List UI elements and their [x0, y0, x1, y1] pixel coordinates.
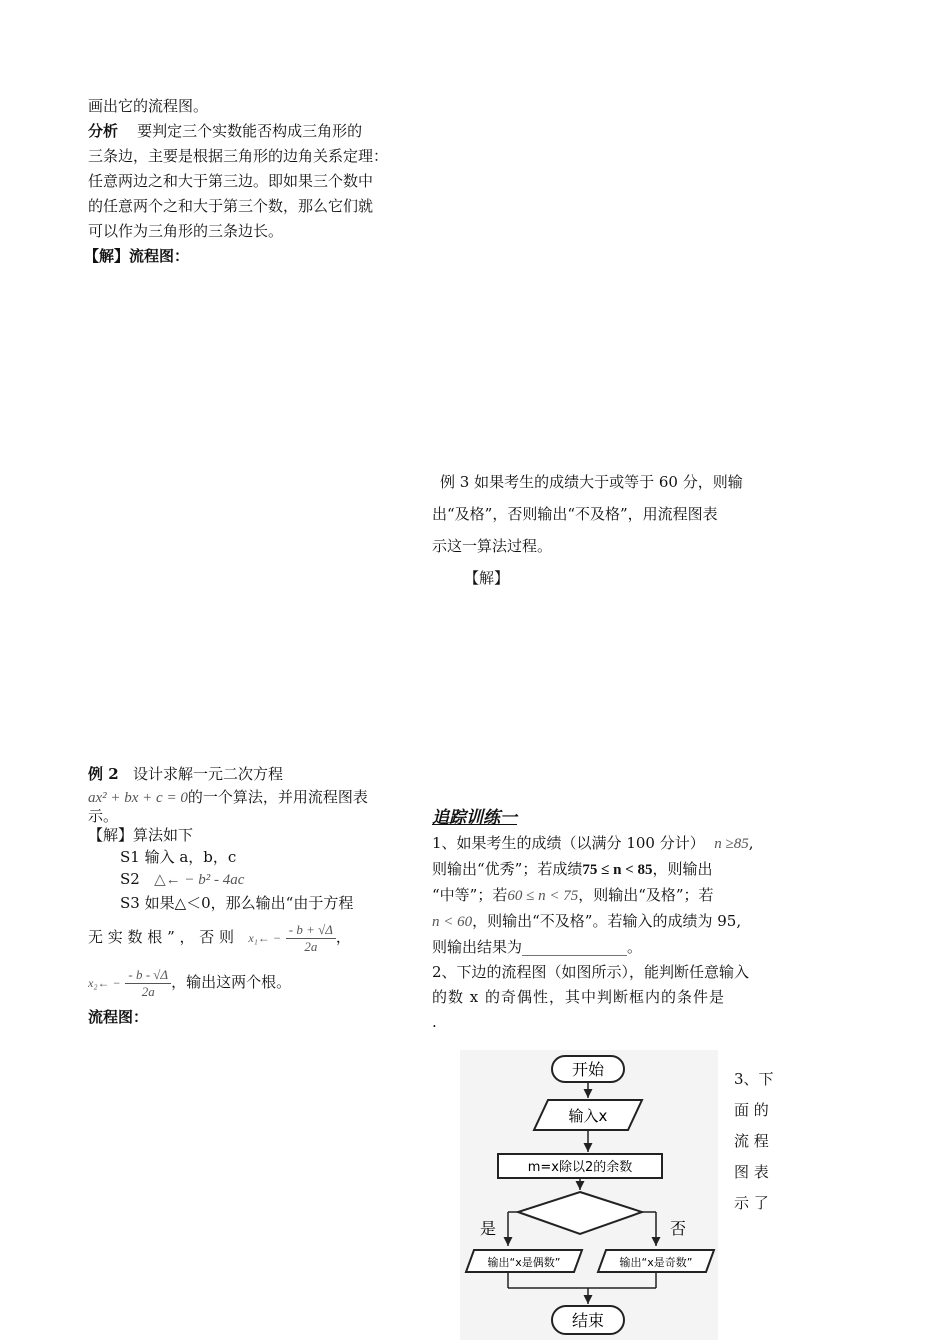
- analysis-line-3: 的任意两个之和大于第三个数，那么它们就: [88, 197, 374, 215]
- q2-line1: 2、下边的流程图（如图所示），能判断任意输入: [432, 963, 750, 981]
- parity-flowchart: [460, 1050, 718, 1340]
- output-even-label: 输出“x是偶数”: [487, 1256, 561, 1269]
- solution-label: 【解】流程图：: [84, 247, 190, 265]
- input-label: 输入x: [568, 1107, 608, 1125]
- example2-title-line: 例 2 设计求解一元二次方程: [88, 765, 283, 783]
- example3-line-1: 出“及格”，否则输出“不及格”，用流程图表: [432, 505, 718, 523]
- step-s3: S3 如果△＜0，那么输出“由于方程: [120, 894, 354, 912]
- q3-text: [734, 1064, 774, 1219]
- example2-equation-line: ax² + bx + c = 0的一个算法，并用流程图表: [88, 788, 368, 806]
- q3-line-2: 流 程: [734, 1132, 769, 1150]
- x2-fraction: $\frac{- b - √\Delta}{2a}$: [125, 967, 171, 1000]
- q1-line1: 1、如果考生的成绩（以满分 100 分计） n ≥85,: [432, 834, 754, 852]
- q1-condition-3: 60 ≤ n < 75: [507, 888, 579, 904]
- left-intro: [84, 94, 389, 269]
- example3: [432, 466, 743, 594]
- q3-line-1: 面 的: [734, 1101, 769, 1119]
- step-s2: S2 △← − b² - 4ac: [120, 870, 245, 888]
- x1-fraction: $\frac{- b + √\Delta}{2a}$: [286, 922, 336, 955]
- step-s1: S1 输入 a，b，c: [120, 848, 237, 866]
- quadratic-equation: ax² + bx + c = 0: [88, 790, 188, 806]
- start-label: 开始: [571, 1060, 605, 1079]
- q1-condition-2: 75 ≤ n < 85: [582, 862, 653, 878]
- end-label: 结束: [571, 1311, 605, 1330]
- example2-label: 例 2: [88, 765, 119, 783]
- q3-line-0: 3、下: [734, 1070, 774, 1088]
- yes-label: 是: [479, 1219, 497, 1238]
- q1-line3: “中等”；若60 ≤ n < 75，则输出“及格”；若: [432, 886, 714, 904]
- x1-lhs: x₁← −: [248, 931, 281, 945]
- analysis-line-2: 任意两边之和大于第三边。即如果三个数中: [88, 172, 374, 190]
- example2-line3: 示。: [88, 807, 119, 825]
- output-odd-label: 输出“x是奇数”: [619, 1256, 693, 1269]
- analysis-line-4: 可以作为三角形的三条边长。: [88, 222, 284, 240]
- q3-line-3: 图 表: [734, 1163, 769, 1181]
- q1-condition-4: n < 60: [432, 914, 473, 930]
- q1-line5: 则输出结果为______________。: [432, 938, 643, 956]
- example2: [88, 762, 413, 1030]
- q3-line-4: 示 了: [734, 1194, 769, 1212]
- process-label: m=x除以2的余数: [527, 1160, 633, 1175]
- analysis-line-0: 分析 要判定三个实数能否构成三角形的: [88, 122, 363, 140]
- analysis-label: 分析: [88, 122, 119, 140]
- q2-line3: .: [432, 1013, 437, 1031]
- step-s3-line2: 无 实 数 根 ” ， 否 则 x₁← − $\frac{- b + √\Delta}{2a}$ ，: [88, 921, 351, 954]
- example2-solution: 【解】算法如下: [88, 826, 194, 844]
- flowchart-label: 流程图：: [88, 1008, 149, 1026]
- tracking-section: [432, 806, 777, 1035]
- example3-line-2: 示这一算法过程。: [432, 537, 553, 555]
- q2-line2: 的数 x 的奇偶性，其中判断框内的条件是: [432, 988, 725, 1006]
- analysis-line-1: 三条边，主要是根据三角形的边角关系定理：: [88, 147, 389, 165]
- q1-line2: 则输出“优秀”；若成绩75 ≤ n < 85，则输出: [432, 860, 713, 878]
- q1-condition-1: n ≥85: [714, 836, 749, 852]
- tracking-heading: 追踪训练一: [432, 808, 517, 828]
- example3-line-0: 例 3 如果考生的成绩大于或等于 60 分，则输: [440, 473, 743, 491]
- intro-line: 画出它的流程图。: [88, 97, 209, 115]
- example3-solution: 【解】: [464, 569, 510, 587]
- no-label: 否: [669, 1219, 687, 1238]
- x2-line: x₂← − $\frac{- b - √\Delta}{2a}$ ，输出这两个根。: [88, 966, 292, 999]
- q1-line4: n < 60，则输出“不及格”。若输入的成绩为 95,: [432, 912, 742, 930]
- x2-lhs: x₂← −: [88, 976, 121, 990]
- discriminant-formula: △← − b² - 4ac: [154, 872, 245, 888]
